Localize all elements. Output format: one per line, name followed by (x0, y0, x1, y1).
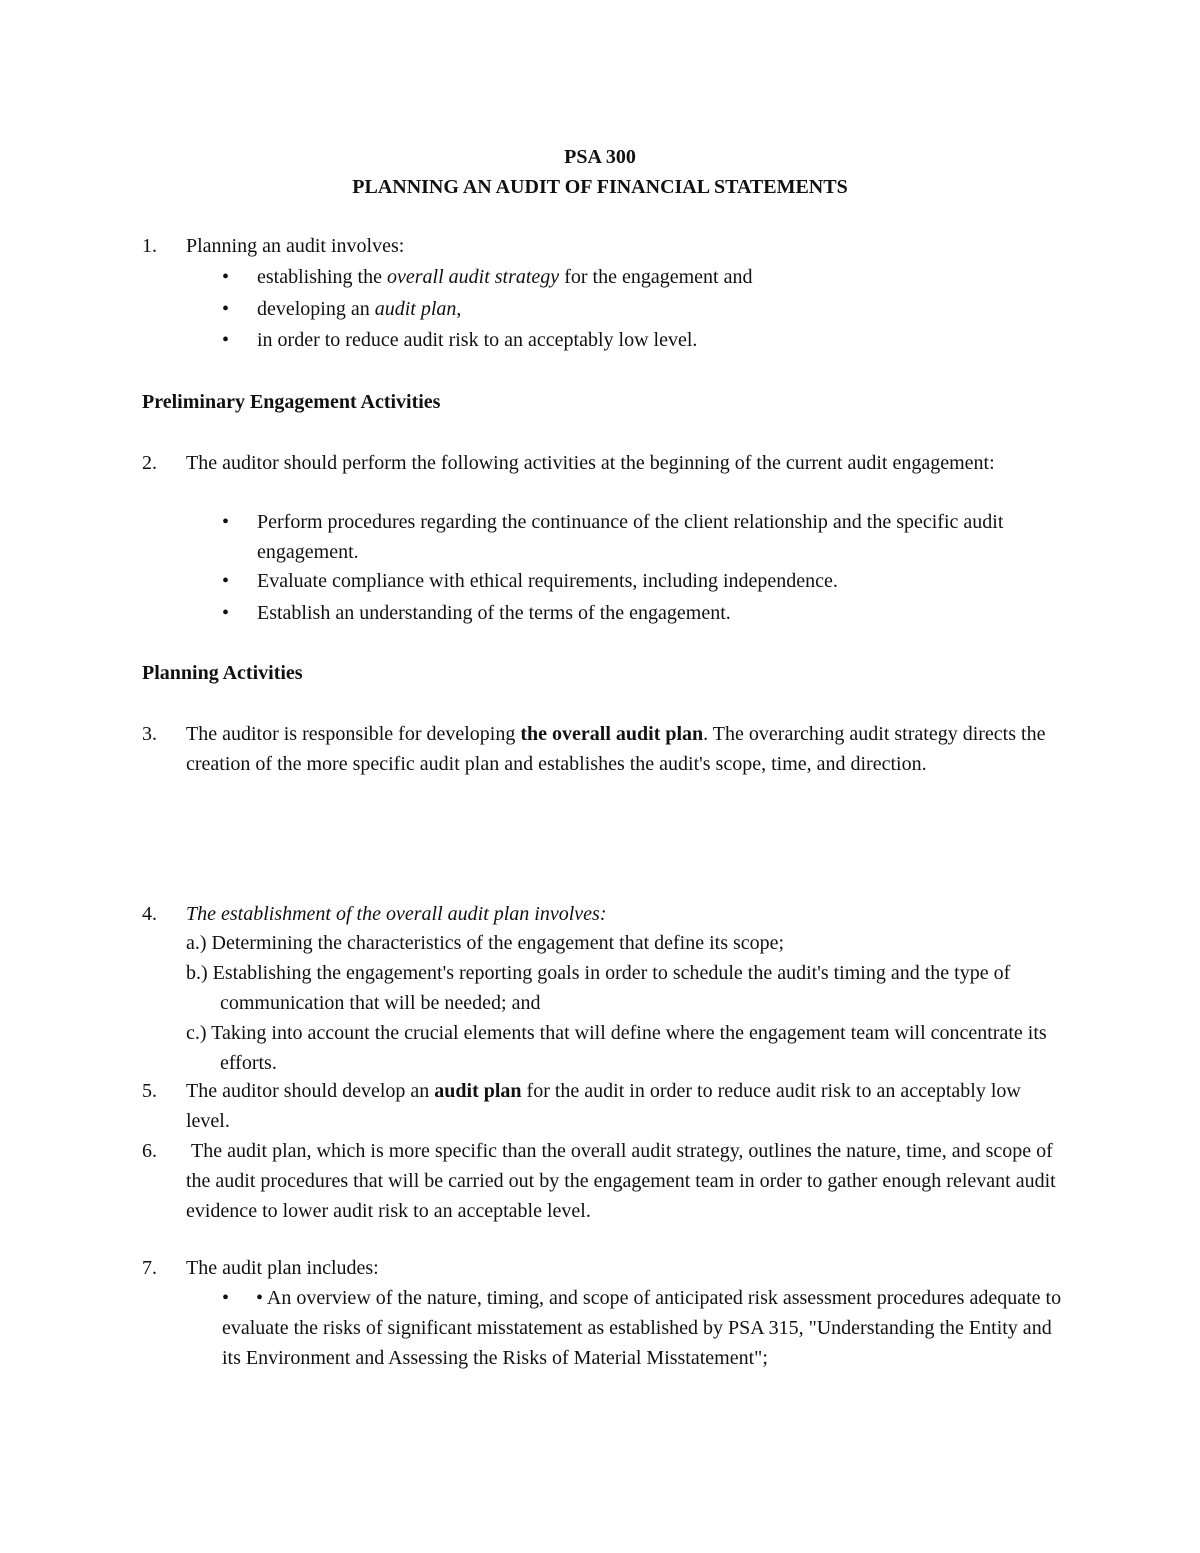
item-7-text: The audit plan includes: (186, 1257, 379, 1279)
item-3-number: 3. (142, 723, 157, 745)
bold-text: the overall audit plan (520, 723, 704, 745)
item-1-bullet-3: in order to reduce audit risk to an acceptably low level. (257, 329, 698, 351)
bullet-glyph: • (222, 266, 230, 288)
item-4-sub-b: b.) Establishing the engagement's reporting goals in order to schedule the audit's timing and the type of communication that will be needed; and (186, 962, 1011, 1014)
item-7-bullet-1 (222, 1283, 1062, 1373)
item-6-number: 6. (142, 1140, 157, 1162)
bullet-glyph: • (222, 511, 230, 533)
item-2-bullet-1: Perform procedures regarding the continuance of the client relationship and the specific audit engagement. (257, 511, 1004, 563)
paragraph-text: The auditor is responsible for developing (186, 723, 521, 745)
paragraph-text: The auditor should develop an (186, 1080, 435, 1102)
section-heading-preliminary: Preliminary Engagement Activities (142, 391, 441, 413)
bullet-glyph: • (222, 329, 230, 351)
item-4-sub-c: c.) Taking into account the crucial elements that will define where the engagement team will concentrate its efforts. (186, 1022, 1047, 1074)
emphasis-text: The establishment of the overall audit plan involves: (186, 903, 607, 925)
bullet-text: establishing the (257, 266, 387, 288)
item-1-text: Planning an audit involves: (186, 235, 405, 257)
bullet-glyph: • (222, 570, 230, 592)
item-4-number: 4. (142, 903, 157, 925)
item-1-number: 1. (142, 235, 157, 257)
item-5-number: 5. (142, 1080, 157, 1102)
document-subtitle: PLANNING AN AUDIT OF FINANCIAL STATEMENTS (352, 176, 848, 198)
paragraph-text: . The overarching audit strategy directs the creation of the more specific audit plan and establishes the audit's scope, time, and direction. (186, 723, 1046, 775)
item-2-number: 2. (142, 452, 157, 474)
item-1-bullet-2 (257, 294, 1077, 324)
bullet-text: developing an (257, 298, 375, 320)
bullet-glyph: • (222, 602, 230, 624)
item-4-text (186, 899, 1066, 929)
item-2-bullet-3: Establish an understanding of the terms of the engagement. (257, 602, 731, 624)
emphasis-text: audit plan (374, 298, 457, 320)
item-1-bullet-1 (257, 262, 1077, 292)
item-6-text: The audit plan, which is more specific than the overall audit strategy, outlines the nature, time, and scope of the audit procedures that will be carried out by the engagement team in order to gather enough relevant audit evidence to lower audit risk to an acceptable level. (186, 1140, 1061, 1222)
bullet-glyph: • (222, 1287, 230, 1309)
item-4-sub-a: a.) Determining the characteristics of the engagement that define its scope; (186, 932, 785, 954)
bullet-text: , (456, 298, 462, 320)
item-2-bullet-2: Evaluate compliance with ethical requirements, including independence. (257, 570, 838, 592)
section-heading-planning: Planning Activities (142, 662, 303, 684)
item-7-number: 7. (142, 1257, 157, 1279)
bold-text: audit plan (434, 1080, 522, 1102)
bullet-text: • An overview of the nature, timing, and scope of anticipated risk assessment procedures adequate to evaluate the risks of significant misstatement as established by PSA 315, "Understanding the Entity and its Environment and Assessing the Risks of Material Misstatement"; (222, 1287, 1062, 1369)
document-title: PSA 300 (564, 146, 636, 168)
bullet-glyph: • (222, 298, 230, 320)
emphasis-text: overall audit strategy (386, 266, 560, 288)
bullet-text: for the engagement and (559, 266, 753, 288)
paragraph-text: for the audit in order to reduce audit risk to an acceptably low level. (186, 1080, 1021, 1132)
item-5-text (186, 1076, 1046, 1136)
item-2-text: The auditor should perform the following activities at the beginning of the current audit engagement: (186, 452, 995, 474)
item-3-text (186, 719, 1066, 779)
